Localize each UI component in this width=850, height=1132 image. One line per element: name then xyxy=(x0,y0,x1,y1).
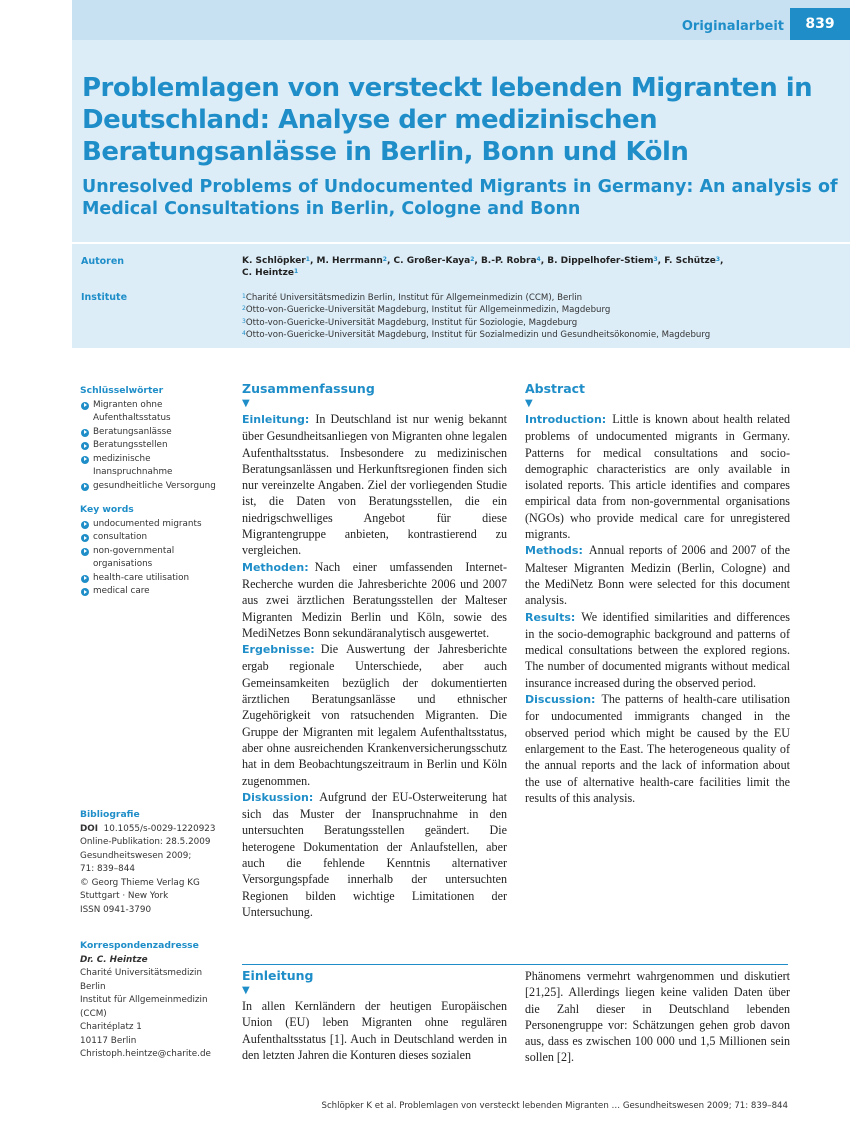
bibliography-line: Online-Publikation: 28.5.2009 xyxy=(80,837,211,847)
author-separator: , xyxy=(474,256,481,266)
keyword-item xyxy=(80,585,230,599)
keywords-de-heading: Schlüsselwörter xyxy=(80,385,164,396)
correspondence-block xyxy=(80,939,230,1062)
paragraph-lead-label: Introduction: xyxy=(525,413,607,426)
keyword-text: Beratungsanlässe xyxy=(93,426,172,437)
abstract-body xyxy=(525,411,790,806)
keyword-text: gesundheitliche Versorgung xyxy=(93,480,216,491)
section-divider xyxy=(242,964,788,965)
institute-item xyxy=(242,304,842,316)
author-affiliation-number: 3 xyxy=(653,256,658,263)
keyword-item xyxy=(80,426,230,440)
author-separator: , xyxy=(720,256,724,266)
article-title-english: Unresolved Problems of Undocumented Migrants in Germany: An analysis of Medical Consultations in Berlin, Cologne and Bonn xyxy=(82,177,838,219)
keyword-item xyxy=(80,572,230,586)
institute-item xyxy=(242,317,842,329)
summary-german-column xyxy=(242,381,507,920)
section-marker-icon: ▼ xyxy=(525,398,533,409)
keyword-text: Migranten ohne Aufenthaltsstatus xyxy=(93,399,171,423)
institute-item xyxy=(242,292,842,304)
abstract-paragraph xyxy=(242,411,507,559)
abstract-paragraph xyxy=(525,609,790,691)
institute-text: Otto-von-Guericke-Universität Magdeburg, Institut für Soziologie, Magdeburg xyxy=(245,317,578,328)
keywords-de-list xyxy=(80,399,230,494)
keyword-text: consultation xyxy=(93,532,148,542)
paragraph-lead-label: Diskussion: xyxy=(242,790,314,804)
correspondence-line: Charitéplatz 1 xyxy=(80,1022,142,1032)
author-name: B. Dippelhofer-Stiem xyxy=(547,256,654,266)
paragraph-text: Little is known about health related problems of undocumented migrants in Germany. Patterns for medical consultations and socio-demographic characteristics are only available in isolated reports. This article identifies and compares empirical data from non-governmental organisations (NGOs) who provide medical care for unregistered migrants. xyxy=(525,412,790,542)
section-label: Originalarbeit xyxy=(681,19,784,34)
keyword-item xyxy=(80,439,230,453)
author-separator: , xyxy=(657,256,665,266)
institute-number: 2 xyxy=(242,305,246,313)
author-separator: , xyxy=(386,256,394,266)
institute-number: 3 xyxy=(242,317,246,325)
paragraph-lead-label: Einleitung: xyxy=(242,413,310,426)
author-name: C. Großer-Kaya xyxy=(393,256,471,266)
author-separator: , xyxy=(540,256,548,266)
bullet-arrow-icon xyxy=(81,521,89,529)
summary-body xyxy=(242,411,507,920)
paragraph-text: In Deutschland ist nur wenig bekannt über Gesundheitsanliegen von Migranten ohne legalen Aufenthaltsstatus. Insbesondere zu medizinischen Beratungsanlässen und Herkunftsregionen finden sich nur vereinzelte Angaben. Ziel der vorliegenden Studie ist, die Daten von Beratungsstellen, die ein niedrigschwelliges Angebot für diese Migrantengruppe anbieten, kontrastierend zu vergleichen. xyxy=(242,412,507,558)
author-name: M. Herrmann xyxy=(316,256,383,266)
section-marker-icon: ▼ xyxy=(242,985,250,996)
institute-number: 1 xyxy=(242,293,246,300)
keyword-text: Beratungsstellen xyxy=(93,440,168,450)
institute-text: Otto-von-Guericke-Universität Magdeburg, Institut für Sozialmedizin und Gesundheitsökonomie, Magdeburg xyxy=(245,329,711,340)
abstract-heading: Abstract xyxy=(525,381,586,396)
abstract-paragraph xyxy=(525,691,790,806)
title-header-band xyxy=(72,0,850,348)
bibliography-block xyxy=(80,808,230,917)
abstract-english-column xyxy=(525,381,790,806)
paragraph-lead-label: Ergebnisse: xyxy=(242,643,315,657)
correspondence-heading: Korrespondenzadresse xyxy=(80,940,199,951)
paragraph-text: We identified similarities and differences in the socio-demographic background and patterns of medical consultations between the explored regions. The number of documented migrants without medical insurance increased during the observed period. xyxy=(525,609,790,690)
keyword-text: medical care xyxy=(93,586,150,596)
bullet-arrow-icon xyxy=(81,548,89,556)
bibliography-line: Gesundheitswesen 2009; xyxy=(80,850,192,861)
paragraph-text: The patterns of health-care utilisation for undocumented immigrants changed in the observed period which might be caused by the EU enlargement to the East. The heterogeneous quality of the annual reports and the lack of information about the use of alternative health-care facilities limit the results of this analysis. xyxy=(525,692,790,805)
correspondence-lines xyxy=(80,967,230,1062)
page-number: 839 xyxy=(790,8,850,40)
authors-label: Autoren xyxy=(81,256,125,267)
bullet-arrow-icon xyxy=(81,575,89,583)
bullet-arrow-icon xyxy=(81,588,89,596)
bibliography-lines xyxy=(80,836,230,917)
abstract-paragraph xyxy=(242,789,507,920)
introduction-text-1: In allen Kernländern der heutigen Europäischen Union (EU) leben Migranten ohne regulären Aufenthaltsstatus [1]. Auch in Deutschland werden in den letzten Jahren die Konturen dieses sozialen xyxy=(242,999,507,1062)
abstract-paragraph xyxy=(242,559,507,641)
keyword-text: medizinische Inanspruchnahme xyxy=(93,453,173,477)
author-affiliation-number: 3 xyxy=(715,256,721,263)
correspondence-name: Dr. C. Heintze xyxy=(80,954,148,965)
keyword-item xyxy=(80,453,230,480)
institute-text: Charité Universitätsmedizin Berlin, Institut für Allgemeinmedizin (CCM), Berlin xyxy=(245,293,583,303)
correspondence-line: Institut für Allgemeinmedizin xyxy=(80,995,208,1005)
paragraph-lead-label: Discussion: xyxy=(525,693,596,707)
sidebar xyxy=(80,384,230,1059)
doi-value: 10.1055/s-0029-1220923 xyxy=(103,823,216,834)
paragraph-lead-label: Methods: xyxy=(525,544,583,558)
header-divider xyxy=(72,242,850,244)
keyword-item xyxy=(80,480,230,494)
author-list xyxy=(242,255,842,279)
correspondence-line: 10117 Berlin xyxy=(80,1035,137,1046)
author-affiliation-number: 1 xyxy=(305,256,310,263)
author-affiliation-number: 2 xyxy=(382,256,387,263)
author-affiliation-number: 1 xyxy=(293,268,299,275)
bullet-arrow-icon xyxy=(81,456,89,464)
author-affiliation-number: 2 xyxy=(470,256,475,263)
paragraph-text: Nach einer umfassenden Internet-Recherche wurden die Jahresberichte 2006 und 2007 aus zwei ärztlichen Beratungsstellen der Malteser Migranten Medizin Berlin und Köln, sowie des MediNetzes Bonn sekundäranalytisch ausgewertet. xyxy=(242,559,507,640)
paragraph-text: Annual reports of 2006 and 2007 of the Malteser Migranten Medizin (Berlin, Cologne) and the MediNetz Bonn were selected for this document analysis. xyxy=(525,543,790,608)
keyword-item xyxy=(80,518,230,532)
keyword-item xyxy=(80,531,230,545)
bullet-arrow-icon xyxy=(81,402,89,410)
bibliography-line: ISSN 0941-3790 xyxy=(80,904,152,915)
page-footer: Schlöpker K et al. Problemlagen von versteckt lebenden Migranten … Gesundheitswesen 2009; 71: 839–844 xyxy=(321,1101,788,1111)
keywords-en-heading: Key words xyxy=(80,504,134,515)
bibliography-line: Stuttgart · New York xyxy=(80,891,169,901)
keyword-text: health-care utilisation xyxy=(93,572,190,583)
abstract-paragraph xyxy=(242,641,507,789)
author-name: C. Heintze xyxy=(242,268,294,278)
author-name: B.-P. Robra xyxy=(480,256,537,266)
bullet-arrow-icon xyxy=(81,442,89,450)
paragraph-lead-label: Methoden: xyxy=(242,560,309,574)
bullet-arrow-icon xyxy=(81,429,89,437)
keyword-item xyxy=(80,399,230,426)
abstract-paragraph xyxy=(525,411,790,542)
paragraph-lead-label: Results: xyxy=(525,610,576,624)
correspondence-line: Berlin xyxy=(80,981,106,992)
paragraph-text: Die Auswertung der Jahresberichte ergab regionale Unterschiede, aber auch Gemeinsamkeiten bezüglich der dokumentierten ärztlichen Beratungsanlässe und ethnischer Zugehörigkeit von ratsuchenden Migranten. Die Gruppe der Migranten mit legalem Aufenthaltsstatus, aber ohne ausreichenden Krankenversicherungsschutz hat in dem Beobachtungszeitraum in Berlin und Köln zugenommen. xyxy=(242,642,507,788)
summary-heading: Zusammenfassung xyxy=(242,381,375,396)
author-name: K. Schlöpker xyxy=(242,256,306,266)
abstract-paragraph xyxy=(525,542,790,608)
correspondence-line: Christoph.heintze@charite.de xyxy=(80,1049,211,1059)
keyword-text: undocumented migrants xyxy=(93,518,202,529)
paragraph-text: Aufgrund der EU-Osterweiterung hat sich das Muster der Inanspruchnahme in den untersuchten Beratungsstellen geändert. Die heterogene Dokumentation der Anlaufstellen, aber auch die fehlende Kenntnis alternativer Versorgungspfade innerhalb der untersuchten Regionen bilden wichtige Limitationen der Untersuchung. xyxy=(242,789,507,919)
author-name: F. Schütze xyxy=(664,256,716,266)
bullet-arrow-icon xyxy=(81,483,89,491)
institute-text: Otto-von-Guericke-Universität Magdeburg, Institut für Allgemeinmedizin, Magdeburg xyxy=(245,305,611,316)
introduction-column-2 xyxy=(525,968,790,1066)
bibliography-line: © Georg Thieme Verlag KG xyxy=(80,877,200,888)
bullet-arrow-icon xyxy=(81,534,89,542)
keyword-text: non-governmental organisations xyxy=(93,545,175,569)
author-affiliation-number: 4 xyxy=(536,256,541,263)
doi-label: DOI xyxy=(80,823,99,834)
doi-line xyxy=(80,823,230,837)
introduction-text-2: Phänomens vermehrt wahrgenommen und diskutiert [21,25]. Allerdings liegen keine validen Daten über die Zahl dieser in Deutschland lebenden Personengruppe vor: Schätzungen gehen grob davon aus, dass es zwischen 100 000 und 1,5 Millionen sein sollen [2]. xyxy=(525,969,790,1065)
keyword-item xyxy=(80,545,230,572)
correspondence-line: Charité Universitätsmedizin xyxy=(80,968,203,978)
keywords-en-list xyxy=(80,518,230,599)
bibliography-line: 71: 839–844 xyxy=(80,864,135,874)
institute-item xyxy=(242,329,842,341)
section-marker-icon: ▼ xyxy=(242,398,250,409)
article-title-german: Problemlagen von versteckt lebenden Migranten in Deutschland: Analyse der medizinischen Beratungsanlässe in Berlin, Bonn und Köln xyxy=(82,73,813,167)
author-separator: , xyxy=(309,256,317,266)
introduction-heading: Einleitung xyxy=(242,968,314,983)
correspondence-line: (CCM) xyxy=(80,1008,107,1019)
bibliography-heading: Bibliografie xyxy=(80,809,140,820)
institutes-label: Institute xyxy=(81,292,128,303)
introduction-column-1 xyxy=(242,968,507,1063)
institute-number: 4 xyxy=(242,329,246,337)
institute-list xyxy=(242,292,842,341)
